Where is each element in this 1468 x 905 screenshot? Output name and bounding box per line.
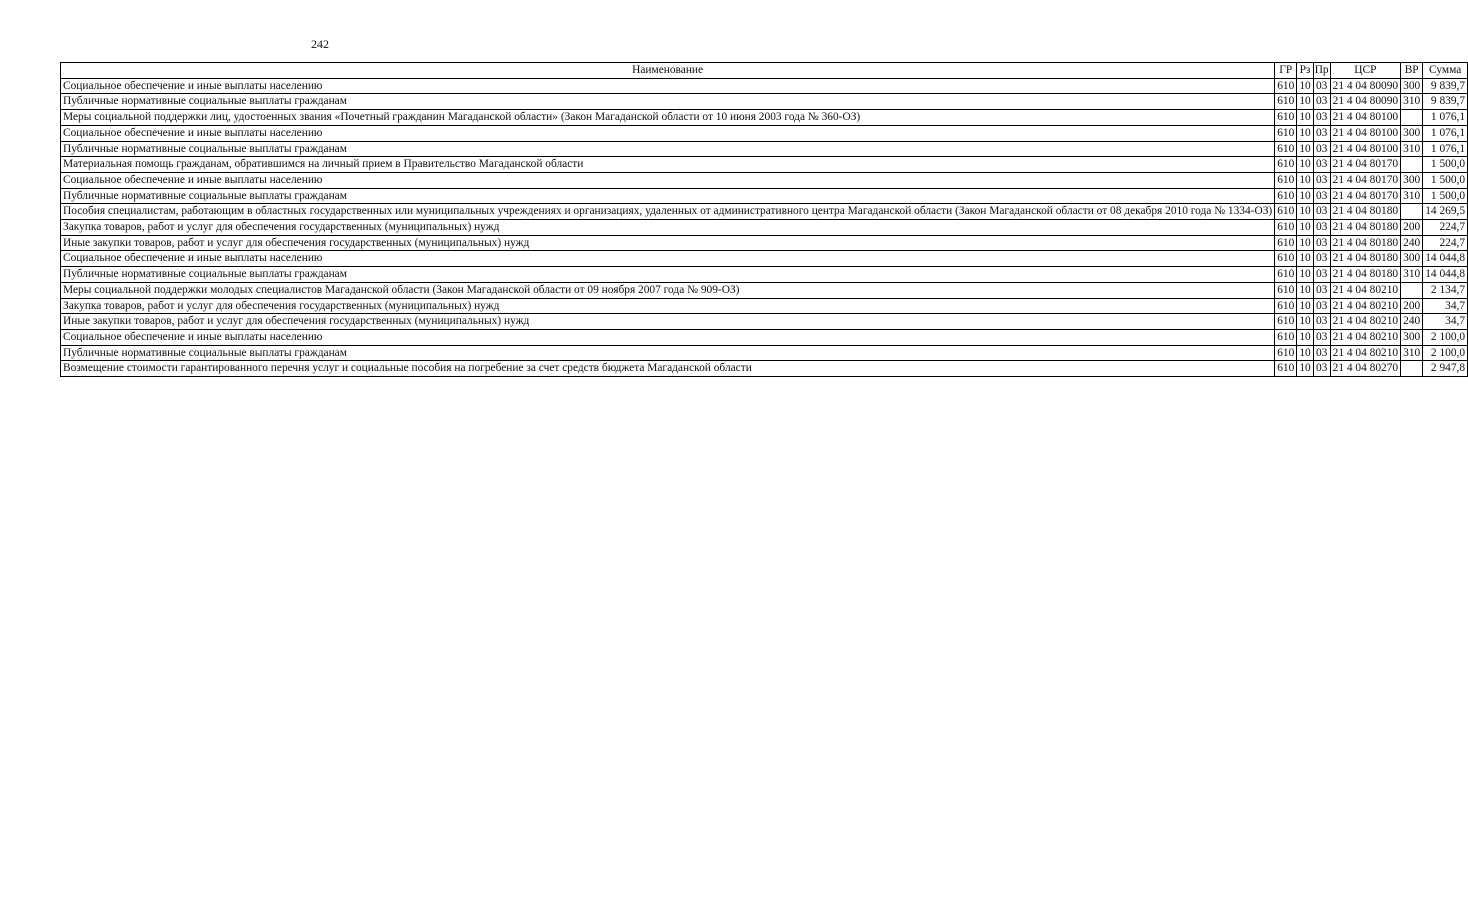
cell-gr: 610 <box>1275 251 1297 267</box>
table-row <box>61 267 1468 283</box>
cell-name: Закупка товаров, работ и услуг для обеспечения государственных (муниципальных) нужд <box>61 298 1275 314</box>
cell-pr: 03 <box>1313 141 1330 157</box>
table-header-row <box>61 63 1468 79</box>
cell-rz: 10 <box>1297 235 1313 251</box>
cell-rz: 10 <box>1297 345 1313 361</box>
cell-csr: 21 4 04 80170 <box>1330 188 1401 204</box>
cell-pr: 03 <box>1313 282 1330 298</box>
table-row <box>61 204 1468 220</box>
table-row <box>61 235 1468 251</box>
cell-csr: 21 4 04 80210 <box>1330 345 1401 361</box>
table-row <box>61 282 1468 298</box>
cell-vr: 300 <box>1401 125 1423 141</box>
cell-name: Публичные нормативные социальные выплаты гражданам <box>61 267 1275 283</box>
cell-sum: 14 044,8 <box>1423 267 1468 283</box>
cell-name: Меры социальной поддержки лиц, удостоенных звания «Почетный гражданин Магаданской области» (Закон Магаданской области от 10 июня 2003 года № 360-ОЗ) <box>61 110 1275 126</box>
cell-vr: 300 <box>1401 329 1423 345</box>
cell-gr: 610 <box>1275 125 1297 141</box>
cell-rz: 10 <box>1297 204 1313 220</box>
cell-csr: 21 4 04 80170 <box>1330 157 1401 173</box>
cell-csr: 21 4 04 80180 <box>1330 204 1401 220</box>
cell-csr: 21 4 04 80170 <box>1330 172 1401 188</box>
cell-name: Возмещение стоимости гарантированного перечня услуг и социальные пособия на погребение за счет средств бюджета Магаданской области <box>61 361 1275 377</box>
cell-sum: 1 500,0 <box>1423 188 1468 204</box>
cell-rz: 10 <box>1297 251 1313 267</box>
cell-name: Социальное обеспечение и иные выплаты населению <box>61 251 1275 267</box>
cell-csr: 21 4 04 80180 <box>1330 251 1401 267</box>
cell-rz: 10 <box>1297 267 1313 283</box>
cell-gr: 610 <box>1275 361 1297 377</box>
cell-sum: 9 839,7 <box>1423 94 1468 110</box>
cell-csr: 21 4 04 80210 <box>1330 298 1401 314</box>
header-vr: ВР <box>1401 63 1423 79</box>
cell-rz: 10 <box>1297 329 1313 345</box>
cell-sum: 1 076,1 <box>1423 110 1468 126</box>
cell-rz: 10 <box>1297 94 1313 110</box>
cell-gr: 610 <box>1275 314 1297 330</box>
cell-pr: 03 <box>1313 314 1330 330</box>
cell-name: Социальное обеспечение и иные выплаты населению <box>61 125 1275 141</box>
cell-name: Публичные нормативные социальные выплаты гражданам <box>61 94 1275 110</box>
cell-gr: 610 <box>1275 298 1297 314</box>
cell-rz: 10 <box>1297 78 1313 94</box>
cell-gr: 610 <box>1275 345 1297 361</box>
cell-sum: 1 076,1 <box>1423 141 1468 157</box>
cell-vr: 300 <box>1401 251 1423 267</box>
table-row <box>61 125 1468 141</box>
cell-csr: 21 4 04 80090 <box>1330 78 1401 94</box>
cell-sum: 2 134,7 <box>1423 282 1468 298</box>
cell-pr: 03 <box>1313 345 1330 361</box>
cell-name: Закупка товаров, работ и услуг для обеспечения государственных (муниципальных) нужд <box>61 220 1275 236</box>
cell-vr: 240 <box>1401 235 1423 251</box>
cell-gr: 610 <box>1275 235 1297 251</box>
header-name: Наименование <box>61 63 1275 79</box>
cell-gr: 610 <box>1275 110 1297 126</box>
header-pr: Пр <box>1313 63 1330 79</box>
cell-sum: 1 500,0 <box>1423 172 1468 188</box>
cell-vr: 310 <box>1401 267 1423 283</box>
cell-gr: 610 <box>1275 94 1297 110</box>
cell-sum: 34,7 <box>1423 298 1468 314</box>
cell-name: Публичные нормативные социальные выплаты гражданам <box>61 141 1275 157</box>
cell-vr: 310 <box>1401 188 1423 204</box>
cell-name: Социальное обеспечение и иные выплаты населению <box>61 172 1275 188</box>
cell-pr: 03 <box>1313 251 1330 267</box>
cell-pr: 03 <box>1313 267 1330 283</box>
cell-name: Публичные нормативные социальные выплаты гражданам <box>61 345 1275 361</box>
cell-pr: 03 <box>1313 204 1330 220</box>
cell-name: Иные закупки товаров, работ и услуг для обеспечения государственных (муниципальных) нужд <box>61 314 1275 330</box>
cell-sum: 224,7 <box>1423 235 1468 251</box>
cell-gr: 610 <box>1275 141 1297 157</box>
cell-gr: 610 <box>1275 329 1297 345</box>
cell-gr: 610 <box>1275 204 1297 220</box>
cell-gr: 610 <box>1275 267 1297 283</box>
cell-pr: 03 <box>1313 78 1330 94</box>
cell-sum: 14 044,8 <box>1423 251 1468 267</box>
header-csr: ЦСР <box>1330 63 1401 79</box>
cell-csr: 21 4 04 80100 <box>1330 125 1401 141</box>
cell-sum: 2 100,0 <box>1423 345 1468 361</box>
cell-vr: 310 <box>1401 345 1423 361</box>
cell-name: Социальное обеспечение и иные выплаты населению <box>61 78 1275 94</box>
cell-csr: 21 4 04 80180 <box>1330 220 1401 236</box>
cell-vr <box>1401 361 1423 377</box>
cell-gr: 610 <box>1275 172 1297 188</box>
cell-pr: 03 <box>1313 188 1330 204</box>
cell-gr: 610 <box>1275 157 1297 173</box>
cell-gr: 610 <box>1275 188 1297 204</box>
cell-rz: 10 <box>1297 125 1313 141</box>
cell-csr: 21 4 04 80090 <box>1330 94 1401 110</box>
cell-sum: 1 500,0 <box>1423 157 1468 173</box>
table-row <box>61 172 1468 188</box>
cell-rz: 10 <box>1297 157 1313 173</box>
header-gr: ГР <box>1275 63 1297 79</box>
cell-vr: 310 <box>1401 94 1423 110</box>
cell-name: Пособия специалистам, работающим в областных государственных или муниципальных учреждениях и организациях, удаленных от административного центра Магаданской области (Закон Магаданской области от 08 декабря 2010 года № 1334-ОЗ) <box>61 204 1275 220</box>
table-row <box>61 141 1468 157</box>
cell-csr: 21 4 04 80210 <box>1330 329 1401 345</box>
cell-vr: 300 <box>1401 172 1423 188</box>
cell-csr: 21 4 04 80100 <box>1330 141 1401 157</box>
cell-vr: 310 <box>1401 141 1423 157</box>
cell-sum: 34,7 <box>1423 314 1468 330</box>
cell-name: Материальная помощь гражданам, обратившимся на личный прием в Правительство Магаданской области <box>61 157 1275 173</box>
cell-sum: 1 076,1 <box>1423 125 1468 141</box>
cell-rz: 10 <box>1297 361 1313 377</box>
budget-table <box>60 62 1468 377</box>
table-row <box>61 78 1468 94</box>
table-row <box>61 298 1468 314</box>
cell-sum: 2 947,8 <box>1423 361 1468 377</box>
table-row <box>61 157 1468 173</box>
page-number: 242 <box>311 37 329 51</box>
table-row <box>61 251 1468 267</box>
table-row <box>61 314 1468 330</box>
cell-rz: 10 <box>1297 188 1313 204</box>
cell-csr: 21 4 04 80210 <box>1330 314 1401 330</box>
cell-vr <box>1401 204 1423 220</box>
cell-csr: 21 4 04 80210 <box>1330 282 1401 298</box>
cell-gr: 610 <box>1275 220 1297 236</box>
cell-csr: 21 4 04 80270 <box>1330 361 1401 377</box>
table-row <box>61 110 1468 126</box>
cell-gr: 610 <box>1275 78 1297 94</box>
cell-vr <box>1401 110 1423 126</box>
cell-gr: 610 <box>1275 282 1297 298</box>
cell-csr: 21 4 04 80100 <box>1330 110 1401 126</box>
cell-vr: 300 <box>1401 78 1423 94</box>
cell-pr: 03 <box>1313 110 1330 126</box>
cell-sum: 14 269,5 <box>1423 204 1468 220</box>
table-row <box>61 345 1468 361</box>
cell-rz: 10 <box>1297 282 1313 298</box>
table-row <box>61 188 1468 204</box>
cell-pr: 03 <box>1313 235 1330 251</box>
cell-pr: 03 <box>1313 298 1330 314</box>
table-row <box>61 94 1468 110</box>
cell-rz: 10 <box>1297 172 1313 188</box>
cell-csr: 21 4 04 80180 <box>1330 267 1401 283</box>
cell-name: Иные закупки товаров, работ и услуг для обеспечения государственных (муниципальных) нужд <box>61 235 1275 251</box>
cell-name: Социальное обеспечение и иные выплаты населению <box>61 329 1275 345</box>
cell-rz: 10 <box>1297 220 1313 236</box>
cell-name: Публичные нормативные социальные выплаты гражданам <box>61 188 1275 204</box>
cell-rz: 10 <box>1297 298 1313 314</box>
cell-vr: 200 <box>1401 220 1423 236</box>
table-row <box>61 329 1468 345</box>
cell-sum: 9 839,7 <box>1423 78 1468 94</box>
cell-pr: 03 <box>1313 329 1330 345</box>
cell-vr: 200 <box>1401 298 1423 314</box>
cell-name: Меры социальной поддержки молодых специалистов Магаданской области (Закон Магаданской области от 09 ноября 2007 года № 909-ОЗ) <box>61 282 1275 298</box>
cell-pr: 03 <box>1313 94 1330 110</box>
table-row <box>61 220 1468 236</box>
cell-pr: 03 <box>1313 157 1330 173</box>
cell-sum: 2 100,0 <box>1423 329 1468 345</box>
table-row <box>61 361 1468 377</box>
cell-rz: 10 <box>1297 314 1313 330</box>
header-rz: Рз <box>1297 63 1313 79</box>
header-sum: Сумма <box>1423 63 1468 79</box>
cell-vr <box>1401 157 1423 173</box>
cell-sum: 224,7 <box>1423 220 1468 236</box>
cell-vr <box>1401 282 1423 298</box>
cell-csr: 21 4 04 80180 <box>1330 235 1401 251</box>
cell-pr: 03 <box>1313 361 1330 377</box>
cell-rz: 10 <box>1297 110 1313 126</box>
cell-vr: 240 <box>1401 314 1423 330</box>
cell-pr: 03 <box>1313 172 1330 188</box>
cell-rz: 10 <box>1297 141 1313 157</box>
cell-pr: 03 <box>1313 125 1330 141</box>
cell-pr: 03 <box>1313 220 1330 236</box>
